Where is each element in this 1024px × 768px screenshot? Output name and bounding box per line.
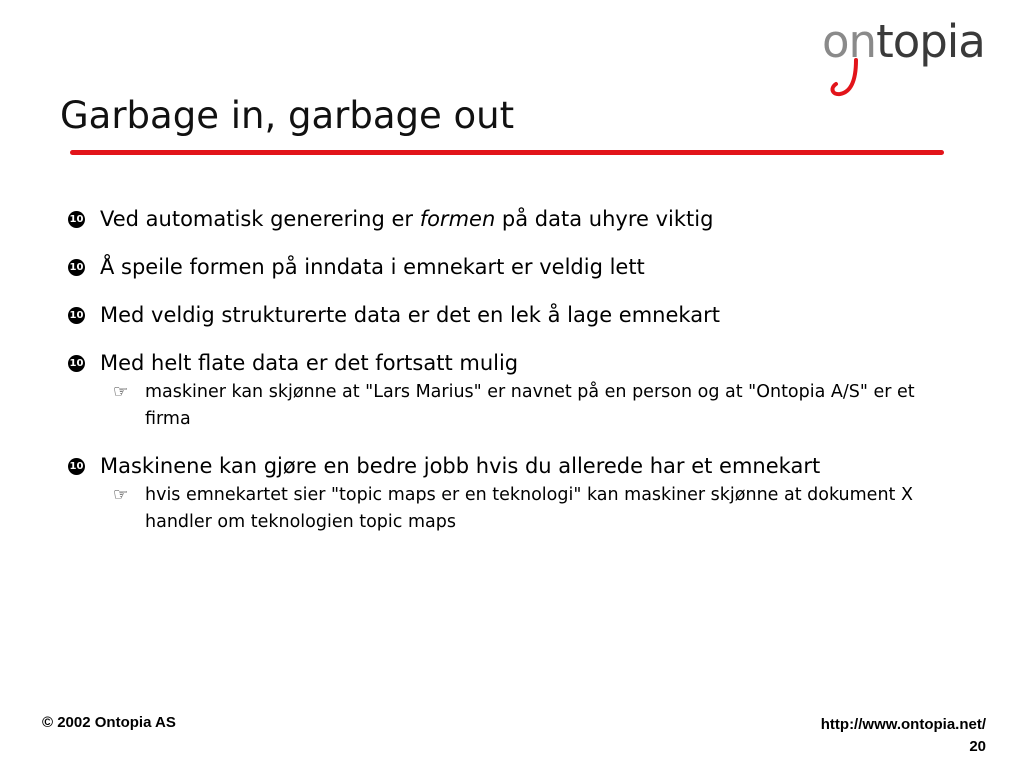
bullet-item xyxy=(68,300,948,330)
footer-right xyxy=(821,714,986,758)
logo-swoosh-icon xyxy=(828,54,898,100)
bullet-item xyxy=(68,204,948,234)
page-number: 20 xyxy=(969,738,986,755)
logo-text-on: on xyxy=(822,15,877,68)
footer-url-link[interactable]: http://www.ontopia.net/ xyxy=(820,716,986,733)
slide-title: Garbage in, garbage out xyxy=(60,94,515,137)
bullet-text-emphasis: formen xyxy=(419,207,496,231)
bullet-icon: 10 xyxy=(68,211,85,228)
bullet-text: Maskinene kan gjøre en bedre jobb hvis du allerede har et emnekart xyxy=(100,454,821,478)
sub-bullet-icon: ☞ xyxy=(113,485,129,505)
sub-bullet-text: maskiner kan skjønne at "Lars Marius" er navnet på en person og at "Ontopia A/S" er et firma xyxy=(145,382,915,429)
bullet-text: Med veldig strukturerte data er det en lek å lage emnekart xyxy=(100,303,720,327)
bullet-list xyxy=(68,204,948,554)
bullet-icon: 10 xyxy=(68,259,85,276)
footer-copyright: © 2002 Ontopia AS xyxy=(42,714,176,731)
bullet-text: Med helt flate data er det fortsatt mulig xyxy=(100,351,519,375)
title-underline xyxy=(70,150,944,155)
bullet-icon: 10 xyxy=(68,307,85,324)
bullet-text-post: på data uhyre viktig xyxy=(495,207,714,231)
bullet-text: Å speile formen på inndata i emnekart er veldig lett xyxy=(100,255,645,279)
sub-bullet-icon: ☞ xyxy=(113,382,129,402)
sub-bullet-text: hvis emnekartet sier "topic maps er en teknologi" kan maskiner skjønne at dokument X handler om teknologien topic maps xyxy=(145,485,913,532)
ontopia-logo xyxy=(818,10,1014,100)
bullet-icon: 10 xyxy=(68,458,85,475)
bullet-item xyxy=(68,252,948,282)
bullet-item xyxy=(68,451,948,481)
bullet-icon: 10 xyxy=(68,355,85,372)
logo-text-topia: topia xyxy=(876,15,985,68)
sub-bullet-item xyxy=(99,482,948,536)
bullet-text-pre: Ved automatisk generering er xyxy=(100,207,420,231)
sub-bullet-item xyxy=(99,379,948,433)
bullet-item xyxy=(68,348,948,378)
